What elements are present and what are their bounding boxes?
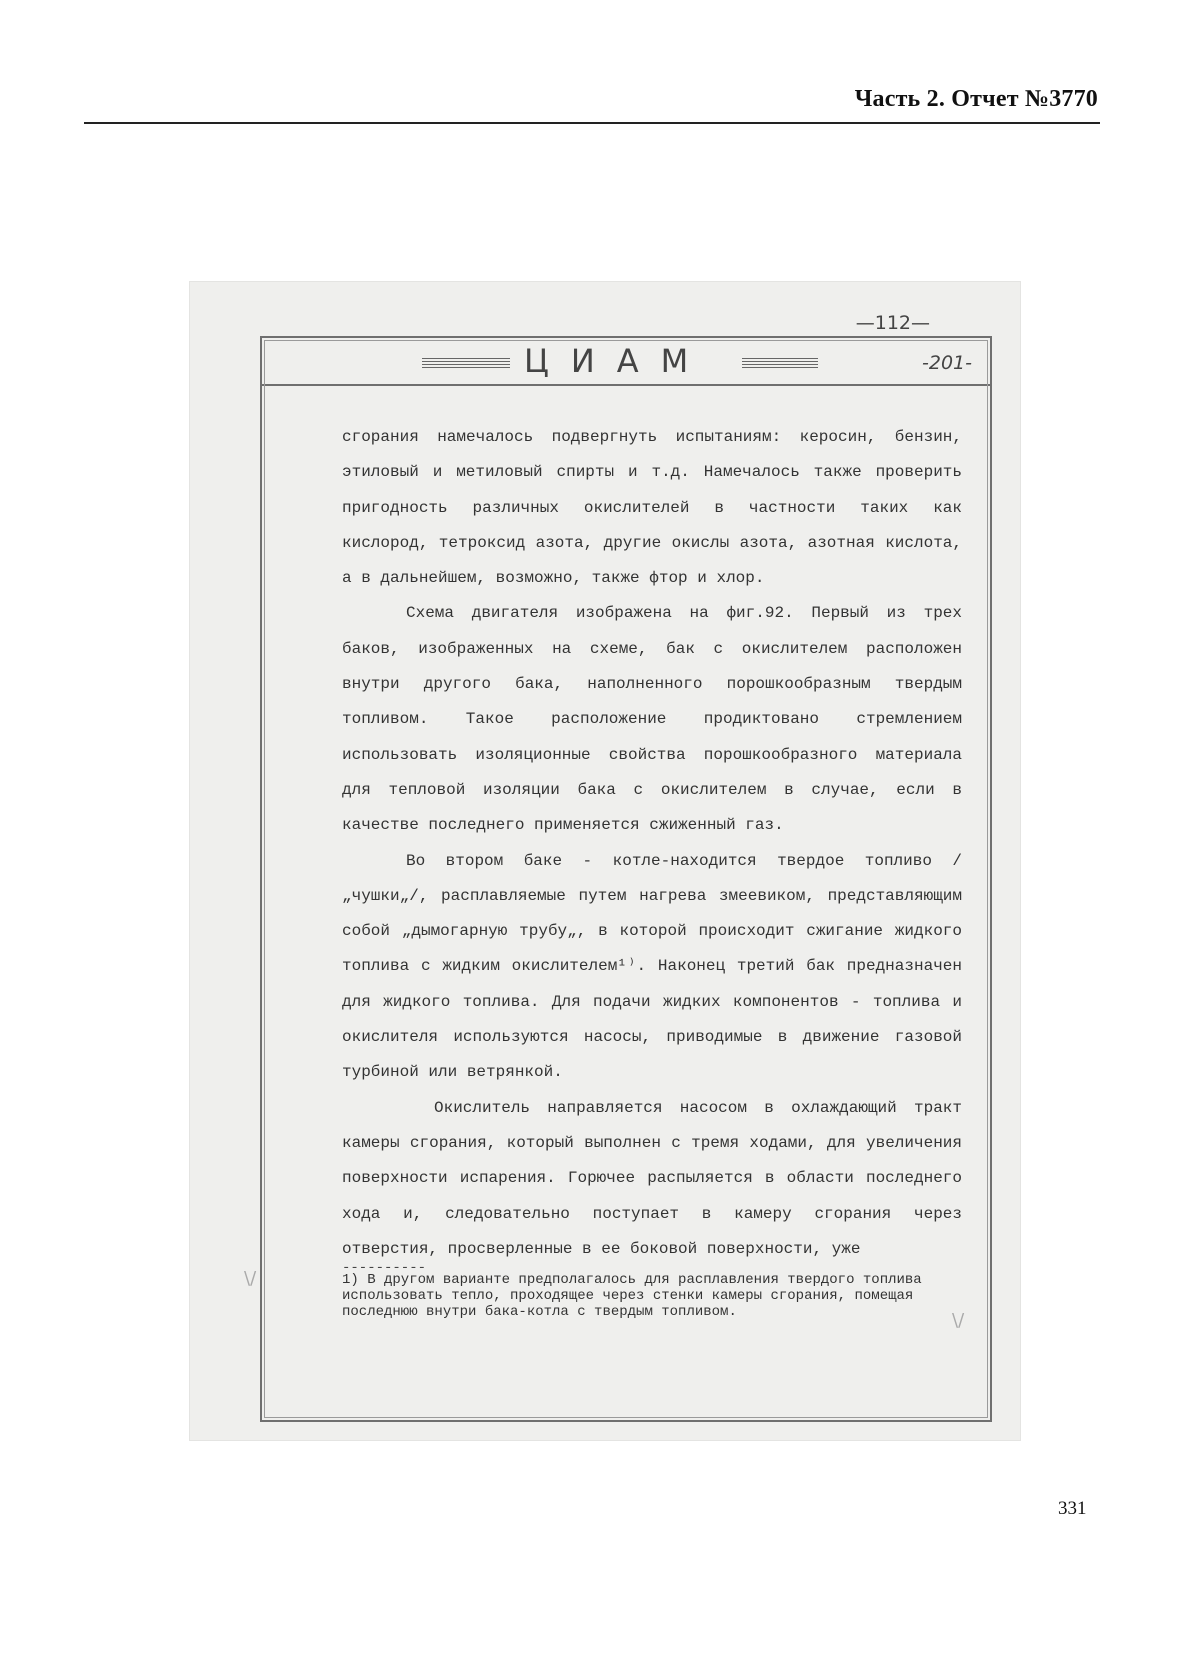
book-page-number: 331 xyxy=(1058,1498,1087,1519)
paragraph-2: Схема двигателя изображена на фиг.92. Первый из трех баков, изображенных на схеме, бак с окислителем расположен внутри другого бака, наполненного порошкообразным твердым топливом. Такое расположение продиктовано стремлением использовать изоляционные свойства порошкообразного материала для тепловой изоляции бака с окислителем в случае, если в качестве последнего применяется сжиженный газ. xyxy=(342,604,962,835)
paragraph-1: сгорания намечалось подвергнуть испытаниям: керосин, бензин, этиловый и метиловый спирты и т.д. Намечалось также проверить пригодность различных окислителей в частности таких как кислород, тетроксид азота, другие окислы азота, азотная кислота, а в дальнейшем, возможно, также фтор и хлор. xyxy=(342,428,962,588)
book-section-title: Часть 2. Отчет №3770 xyxy=(854,86,1098,112)
margin-check-mark-right: \/ xyxy=(952,1310,965,1331)
margin-check-mark-left: \/ xyxy=(244,1268,257,1289)
sheet-number: -201- xyxy=(922,352,972,374)
organization-name: ЦИАМ xyxy=(524,342,711,380)
scanned-typewritten-page xyxy=(190,282,1020,1440)
scan-page-number: —112— xyxy=(855,312,930,334)
document-frame xyxy=(244,336,992,1422)
footnote: 1) В другом варианте предполагалось для расплавления твердого топлива использовать тепло, проходящее через стенки камеры сгорания, помещая последнюю внутри бака-котла с твердым топливом. xyxy=(342,1272,922,1320)
letterhead-rule-left xyxy=(422,358,510,368)
letterhead xyxy=(262,338,990,386)
paragraph-4: Окислитель направляется насосом в охлаждающий тракт камеры сгорания, который выполнен с тремя ходами, для увеличения поверхности испарения. Горючее распыляется в области последнего хода и, следовательно поступает в камеру сгорания через отверстия, просверленные в ее боковой поверхности, уже xyxy=(342,1098,962,1258)
letterhead-rule-right xyxy=(742,358,818,368)
book-running-header xyxy=(84,86,1100,124)
typewritten-body xyxy=(342,420,962,1267)
paragraph-3: Во втором баке - котле-находится твердое топливо /„чушки„/, расплавляемые путем нагрева змеевиком, представляющим собой „дымогарную трубу„, в которой происходит сжигание жидкого топлива с жидким окислителем¹⁾. Наконец третий бак предназначен для жидкого топлива. Для подачи жидких компонентов - топлива и окислителя используются насосы, приводимые в движение газовой турбиной или ветрянкой. xyxy=(342,851,962,1082)
footnote-separator: ---------- xyxy=(342,1260,427,1276)
